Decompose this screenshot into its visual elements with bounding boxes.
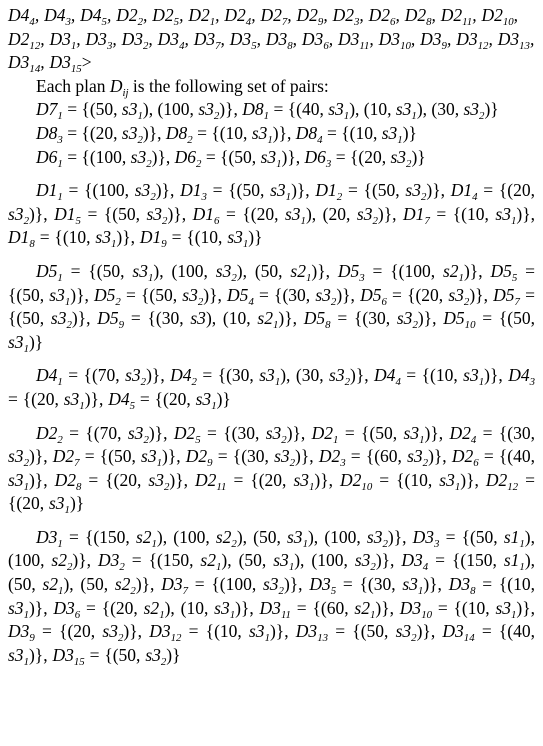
plan-d2: $D2_2 = \{(70$, $s3_2$)}, $D2_5 = \{(30$, $s3_2$)}, $D2_1 = \{(50$, $s3_1$)}, $D2_4 = \{(30$, $s3_2$)}, $D2_7 = \{(50$, $s3_1$)}, $D2_9 = \{(30$, $s3_2$)}, $D2_3 = \{(60$, $s3_2$)}, $D2_6 = \{(40$, $s3_1$)}, $D2_8 = \{(20$, $s3_2$)}, $D2_{11} = \{(20$, $s3_1$)}, $D2_{10} = \{(10$, $s3_1$)}, $D2_{12} = \{(20$, $s3_1$)}: [8, 422, 535, 517]
plan-order-line-1: $D4_4$, $D4_3$, $D4_5$, $D2_2$, $D2_5$, $D2_1$, $D2_4$, $D2_7$, $D2_9$, $D2_3$, $D2_6$, $D2_8$, $D2_{11}$, $D2_{10}$,: [8, 5, 519, 28]
plan-d3: $D3_1 = \{(150$, $s2_1$), (100, $s2_2$), (50, $s3_1$), (100, $s3_2$)}, $D3_3 = \{(50$, $s1_1$), (100, $s2_2$)}, $D3_2 = \{(150$, $s2_1$), (50, $s3_1$), (100, $s3_2$)}, $D3_4 = \{(150$, $s1_1$), (50, $s2_1$), (50, $s2_2$)}, $D3_7 = \{(100$, $s3_2$)}, $D3_5 = \{(30$, $s3_1$)}, $D3_8 = \{(10$, $s3_1$)}, $D3_6 = \{(20$, $s2_1$), (10, $s3_1$)}, $D3_{11} = \{(60$, $s2_1$)}, $D3_{10} = \{(10$, $s3_1$)}, $D3_9 = \{(20$, $s3_2$)}, $D3_{12} = \{(10$, $s3_1$)}, $D3_{13} = \{(50$, $s3_2$)}, $D3_{14} = \{(40$, $s3_1$)}, $D3_{15} = \{(50$, $s3_2$)}: [8, 526, 536, 668]
plan-d1: $D1_1 = \{(100$, $s3_2$)}, $D1_3 = \{(50$, $s3_1$)}, $D1_2 = \{(50$, $s3_2$)}, $D1_4 = \{(20$, $s3_2$)}, $D1_5 = \{(50$, $s3_2$)}, $D1_6 = \{(20$, $s3_1$), (20, $s3_2$)}, $D1_7 = \{(10$, $s3_1$)}, $D1_8 = \{(10$, $s3_1$)}, $D1_9 = \{(10$, $s3_1$)}: [8, 180, 535, 251]
plan-d8: $D8_3 = \{(20$, $s3_2$)}, $D8_2 = \{(10$, $s3_1$)}, $D8_4 = \{(10$, $s3_1$)}: [36, 122, 417, 146]
plan-d5: $D5_1 = \{(50$, $s3_1$), (100, $s3_2$), (50, $s2_1$)}, $D5_3 = \{(100$, $s2_1$)}, $D5_5 = \{(50$, $s3_1$)}, $D5_2 = \{(50$, $s3_2$)}, $D5_4 = \{(30$, $s3_2$)}, $D5_6 = \{(20$, $s3_2$)}, $D5_7 = \{(50$, $s3_2$)}, $D5_9 = \{(30$, s3), (10, $s2_1$)}, $D5_8 = \{(30$, $s3_2$)}, $D5_{10} = \{(50$, $s3_1$)}: [8, 260, 536, 355]
plan-d6: $D6_1 = \{(100$, $s3_2$)}, $D6_2 = \{(50$, $s3_1$)}, $D6_3 = \{(20$, $s3_2$)}: [36, 146, 426, 170]
plan-order-line-2: $D2_{12}$, $D3_1$, $D3_3$, $D3_2$, $D3_4$, $D3_7$, $D3_5$, $D3_8$, $D3_6$, $D3_{11}$, $D3_{10}$, $D3_9$, $D3_{12}$, $D3_{13}$,: [8, 28, 535, 52]
each-plan-heading: Each plan $D_{ij}$ is the following set of pairs:: [36, 75, 329, 99]
plan-order-line-3: $D3_{14}$, $D3_{15}>$: [8, 52, 92, 75]
plan-d4: $D4_1 = \{(70$, $s3_2$)}, $D4_2 = \{(30$, $s3_1$), (30, $s3_2$)}, $D4_4 = \{(10$, $s3_1$)}, $D4_3 = \{(20$, $s3_1$)}, $D4_5 = \{(20$, $s3_1$)}: [8, 365, 535, 412]
plan-d7-d8: $D7_1 = \{(50$, $s3_1$), (100, $s3_2$)}, $D8_1 = \{(40$, $s3_1$), (10, $s3_1$), (30, $s3_2$)}: [36, 99, 499, 123]
